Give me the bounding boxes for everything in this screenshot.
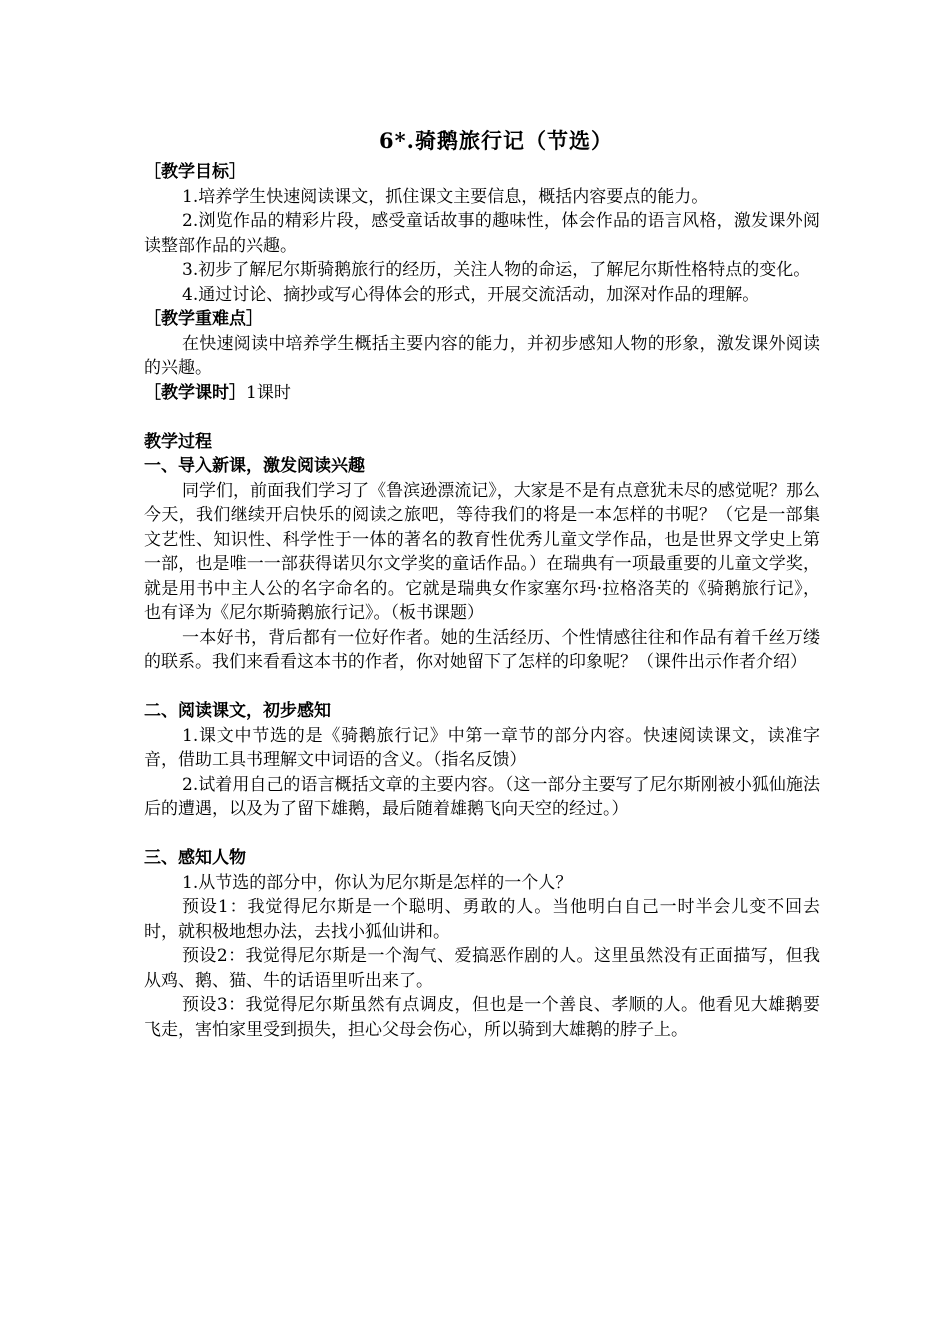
key-points-heading: ［教学重难点］ [144, 309, 263, 329]
process-heading: 教学过程 [144, 431, 212, 452]
section2-paragraph: 1.课文中节选的是《骑鹅旅行记》中第一章节的部分内容。快速阅读课文，读准字音，借助工具书理解文中词语的含义。（指名反馈） [144, 725, 820, 770]
spacer [144, 675, 820, 700]
spacer [144, 822, 820, 847]
page-title: 6*.骑鹅旅行记（节选） [379, 128, 613, 153]
section1-paragraph: 一本好书，背后都有一位好作者。她的生活经历、个性情感往往和作品有着千丝万缕的联系。我们来看看这本书的作者，你对她留下了怎样的印象呢？（课件出示作者介绍） [144, 627, 820, 672]
document-content [144, 126, 820, 1042]
section3-paragraph: 预设3：我觉得尼尔斯虽然有点调皮，但也是一个善良、孝顺的人。他看见大雄鹅要飞走，害怕家里受到损失，担心父母会伤心，所以骑到大雄鹅的脖子上。 [144, 995, 820, 1040]
key-points-text: 在快速阅读中培养学生概括主要内容的能力，并初步感知人物的形象，激发课外阅读的兴趣。 [144, 333, 820, 378]
class-hours-heading: ［教学课时］ [144, 382, 246, 403]
section1-paragraph: 同学们，前面我们学习了《鲁滨逊漂流记》，大家是不是有点意犹未尽的感觉呢？那么今天，我们继续开启快乐的阅读之旅吧，等待我们的将是一本怎样的书呢？（它是一部集文艺性、知识性、科学性于一体的著名的教育性优秀儿童文学作品，也是世界文学史上第一部，也是唯一一部获得诺贝尔文学奖的童话作品。）在瑞典有一项最重要的儿童文学奖，就是用书中主人公的名字命名的。它就是瑞典女作家塞尔玛·拉格洛芙的《骑鹅旅行记》，也有译为《尼尔斯骑鹅旅行记》。（板书课题） [144, 480, 820, 623]
section1-heading: 一、导入新课，激发阅读兴趣 [144, 456, 365, 476]
class-hours-line [144, 381, 820, 406]
spacer [144, 405, 820, 430]
section3-paragraph: 预设2：我觉得尼尔斯是一个淘气、爱搞恶作剧的人。这里虽然没有正面描写，但我从鸡、鹅、猫、牛的话语里听出来了。 [144, 946, 820, 991]
section3-paragraph: 预设1：我觉得尼尔斯是一个聪明、勇敢的人。当他明白自己一时半会儿变不回去时，就积极地想办法，去找小狐仙讲和。 [144, 897, 820, 942]
section3-heading: 三、感知人物 [144, 848, 246, 868]
goals-heading: ［教学目标］ [144, 162, 246, 182]
section2-heading: 二、阅读课文，初步感知 [144, 701, 331, 721]
goal-item: 4.通过讨论、摘抄或写心得体会的形式，开展交流活动，加深对作品的理解。 [182, 284, 760, 305]
section2-paragraph: 2.试着用自己的语言概括文章的主要内容。（这一部分主要写了尼尔斯刚被小狐仙施法后的遭遇，以及为了留下雄鹅，最后随着雄鹅飞向天空的经过。） [144, 774, 820, 819]
section3-paragraph: 1.从节选的部分中，你认为尼尔斯是怎样的一个人？ [182, 872, 573, 893]
class-hours-value: 1课时 [246, 382, 291, 403]
goal-item: 3.初步了解尼尔斯骑鹅旅行的经历，关注人物的命运，了解尼尔斯性格特点的变化。 [182, 260, 811, 280]
goal-item: 2.浏览作品的精彩片段，感受童话故事的趣味性，体会作品的语言风格，激发课外阅读整部作品的兴趣。 [144, 211, 820, 256]
goal-item: 1.培养学生快速阅读课文，抓住课文主要信息，概括内容要点的能力。 [182, 186, 709, 207]
